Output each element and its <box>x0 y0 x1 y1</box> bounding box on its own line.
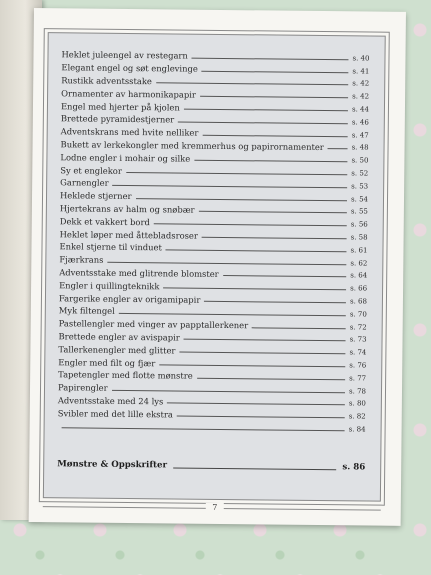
toc-entry-title: Engler i quillingteknikk <box>59 280 160 292</box>
toc-entry-title: Engel med hjerter på kjolen <box>60 100 180 113</box>
toc-leader-line <box>173 467 336 470</box>
toc-entry-title: Brettede pyramidestjerner <box>60 113 175 125</box>
toc-entry-title: Svibler med det lille ekstra <box>57 407 173 420</box>
book-page <box>29 8 406 526</box>
toc-entry-title: Lodne engler i mohair og silke <box>60 152 191 164</box>
toc-entry-page: s. 44 <box>351 105 369 114</box>
toc-entry-title: Adventskrans med hvite nelliker <box>60 126 199 138</box>
toc-entry-page: s. 55 <box>350 207 368 216</box>
toc-entry-page: s. 50 <box>351 156 369 165</box>
toc-leader-line <box>223 275 347 277</box>
toc-leader-line <box>62 427 345 431</box>
toc-summary-page: s. 86 <box>342 462 366 473</box>
toc-entry-page: s. 40 <box>352 54 370 63</box>
toc-entry <box>59 264 367 280</box>
toc-entry-page: s. 42 <box>352 92 370 101</box>
toc-entry-page: s. 54 <box>351 194 369 204</box>
toc-entry-title: Garnengler <box>60 177 109 189</box>
toc-entry-page: s. 56 <box>350 220 368 229</box>
toc-entry-title: Fjærkrans <box>59 254 104 265</box>
toc-leader-line <box>202 237 347 240</box>
toc-entry-title: Heklede stjerner <box>59 190 132 202</box>
toc-entry-title: Adventsstake med glitrende blomster <box>59 267 219 279</box>
toc-entry-title: Sy et englekor <box>60 164 122 176</box>
toc-entry-page: s. 74 <box>349 348 367 357</box>
toc-entry-title: Brettede engler av avispapir <box>58 331 180 343</box>
toc-entry-title: Myk filtengel <box>58 305 115 317</box>
toc-leader-line <box>328 148 348 149</box>
toc-leader-line <box>192 57 349 60</box>
toc-entry-title: Fargerike engler av origamipapir <box>58 292 201 305</box>
toc-summary-title: Mønstre & Oppskrifter <box>57 459 168 471</box>
toc-entry-page: s. 58 <box>350 233 368 242</box>
toc-entry-title: Elegant engel og søt englevinge <box>61 62 198 74</box>
toc-entry-title: Rustikk adventsstake <box>61 75 152 87</box>
toc-entry-title: Tapetengler med flotte mønstre <box>58 369 193 381</box>
toc-entry-title: Bukett av lerkekongler med kremmerhus og papirornamenter <box>60 139 324 153</box>
toc-entry-page: s. 62 <box>350 258 368 268</box>
page-number-text: 7 <box>206 503 223 512</box>
toc-entry-page: s. 77 <box>349 374 367 383</box>
table-of-contents <box>58 46 370 433</box>
toc-entry-page: s. 76 <box>349 361 367 370</box>
toc-entry-page: s. 84 <box>348 425 366 434</box>
toc-leader-line <box>199 211 347 214</box>
toc-entry-title: Heklet løper med åttebladsroser <box>59 228 198 241</box>
toc-entry-page: s. 47 <box>351 130 369 140</box>
toc-entry-page: s. 68 <box>349 297 367 306</box>
toc-entry-title: Tallerkenengler med glitter <box>58 343 176 356</box>
toc-entry-page: s. 82 <box>348 412 366 421</box>
toc-leader-line <box>204 301 346 303</box>
toc-entry-title: Ornamenter av harmonikapapir <box>61 88 196 100</box>
toc-entry-page: s. 61 <box>350 246 368 255</box>
toc-entry-page: s. 73 <box>349 335 367 344</box>
toc-leader-line <box>252 327 346 329</box>
toc-entry-title: Enkel stjerne til vinduet <box>59 241 162 253</box>
toc-leader-line <box>200 96 348 99</box>
toc-entry-title: Hjertekrans av halm og snøbær <box>59 203 195 215</box>
toc-entry-title: Papirengler <box>57 382 108 393</box>
toc-entry-page: s. 46 <box>351 118 369 127</box>
toc-entry-page: s. 53 <box>351 182 369 191</box>
toc-entry-page: s. 72 <box>349 322 367 332</box>
toc-entry-page: s. 52 <box>351 169 369 178</box>
toc-entry-page: s. 70 <box>349 310 367 319</box>
toc-entry-title: Pastellengler med vinger av papptallerkener <box>58 318 249 331</box>
toc-entry-page: s. 66 <box>350 284 368 293</box>
toc-entry-page: s. 80 <box>348 399 366 408</box>
toc-entry <box>59 315 367 331</box>
toc-leader-line <box>202 70 349 73</box>
toc-entry <box>61 136 369 152</box>
toc-entry-title: Heklet juleengel av restegarn <box>61 49 188 62</box>
toc-entry-title: Adventsstake med 24 lys <box>57 395 164 407</box>
toc-entry-page: s. 41 <box>352 66 370 76</box>
toc-leader-line <box>197 377 346 380</box>
toc-entry-page: s. 48 <box>351 143 369 152</box>
toc-entry-title: Engler med filt og fjær <box>58 356 156 368</box>
toc-leader-line <box>194 160 347 163</box>
toc-entry-page: s. 64 <box>350 271 368 280</box>
toc-leader-line <box>202 134 347 137</box>
toc-entry-title: Dekk et vakkert bord <box>59 216 150 227</box>
toc-entry-page: s. 78 <box>349 386 367 396</box>
toc-entry-page: s. 42 <box>352 79 370 88</box>
